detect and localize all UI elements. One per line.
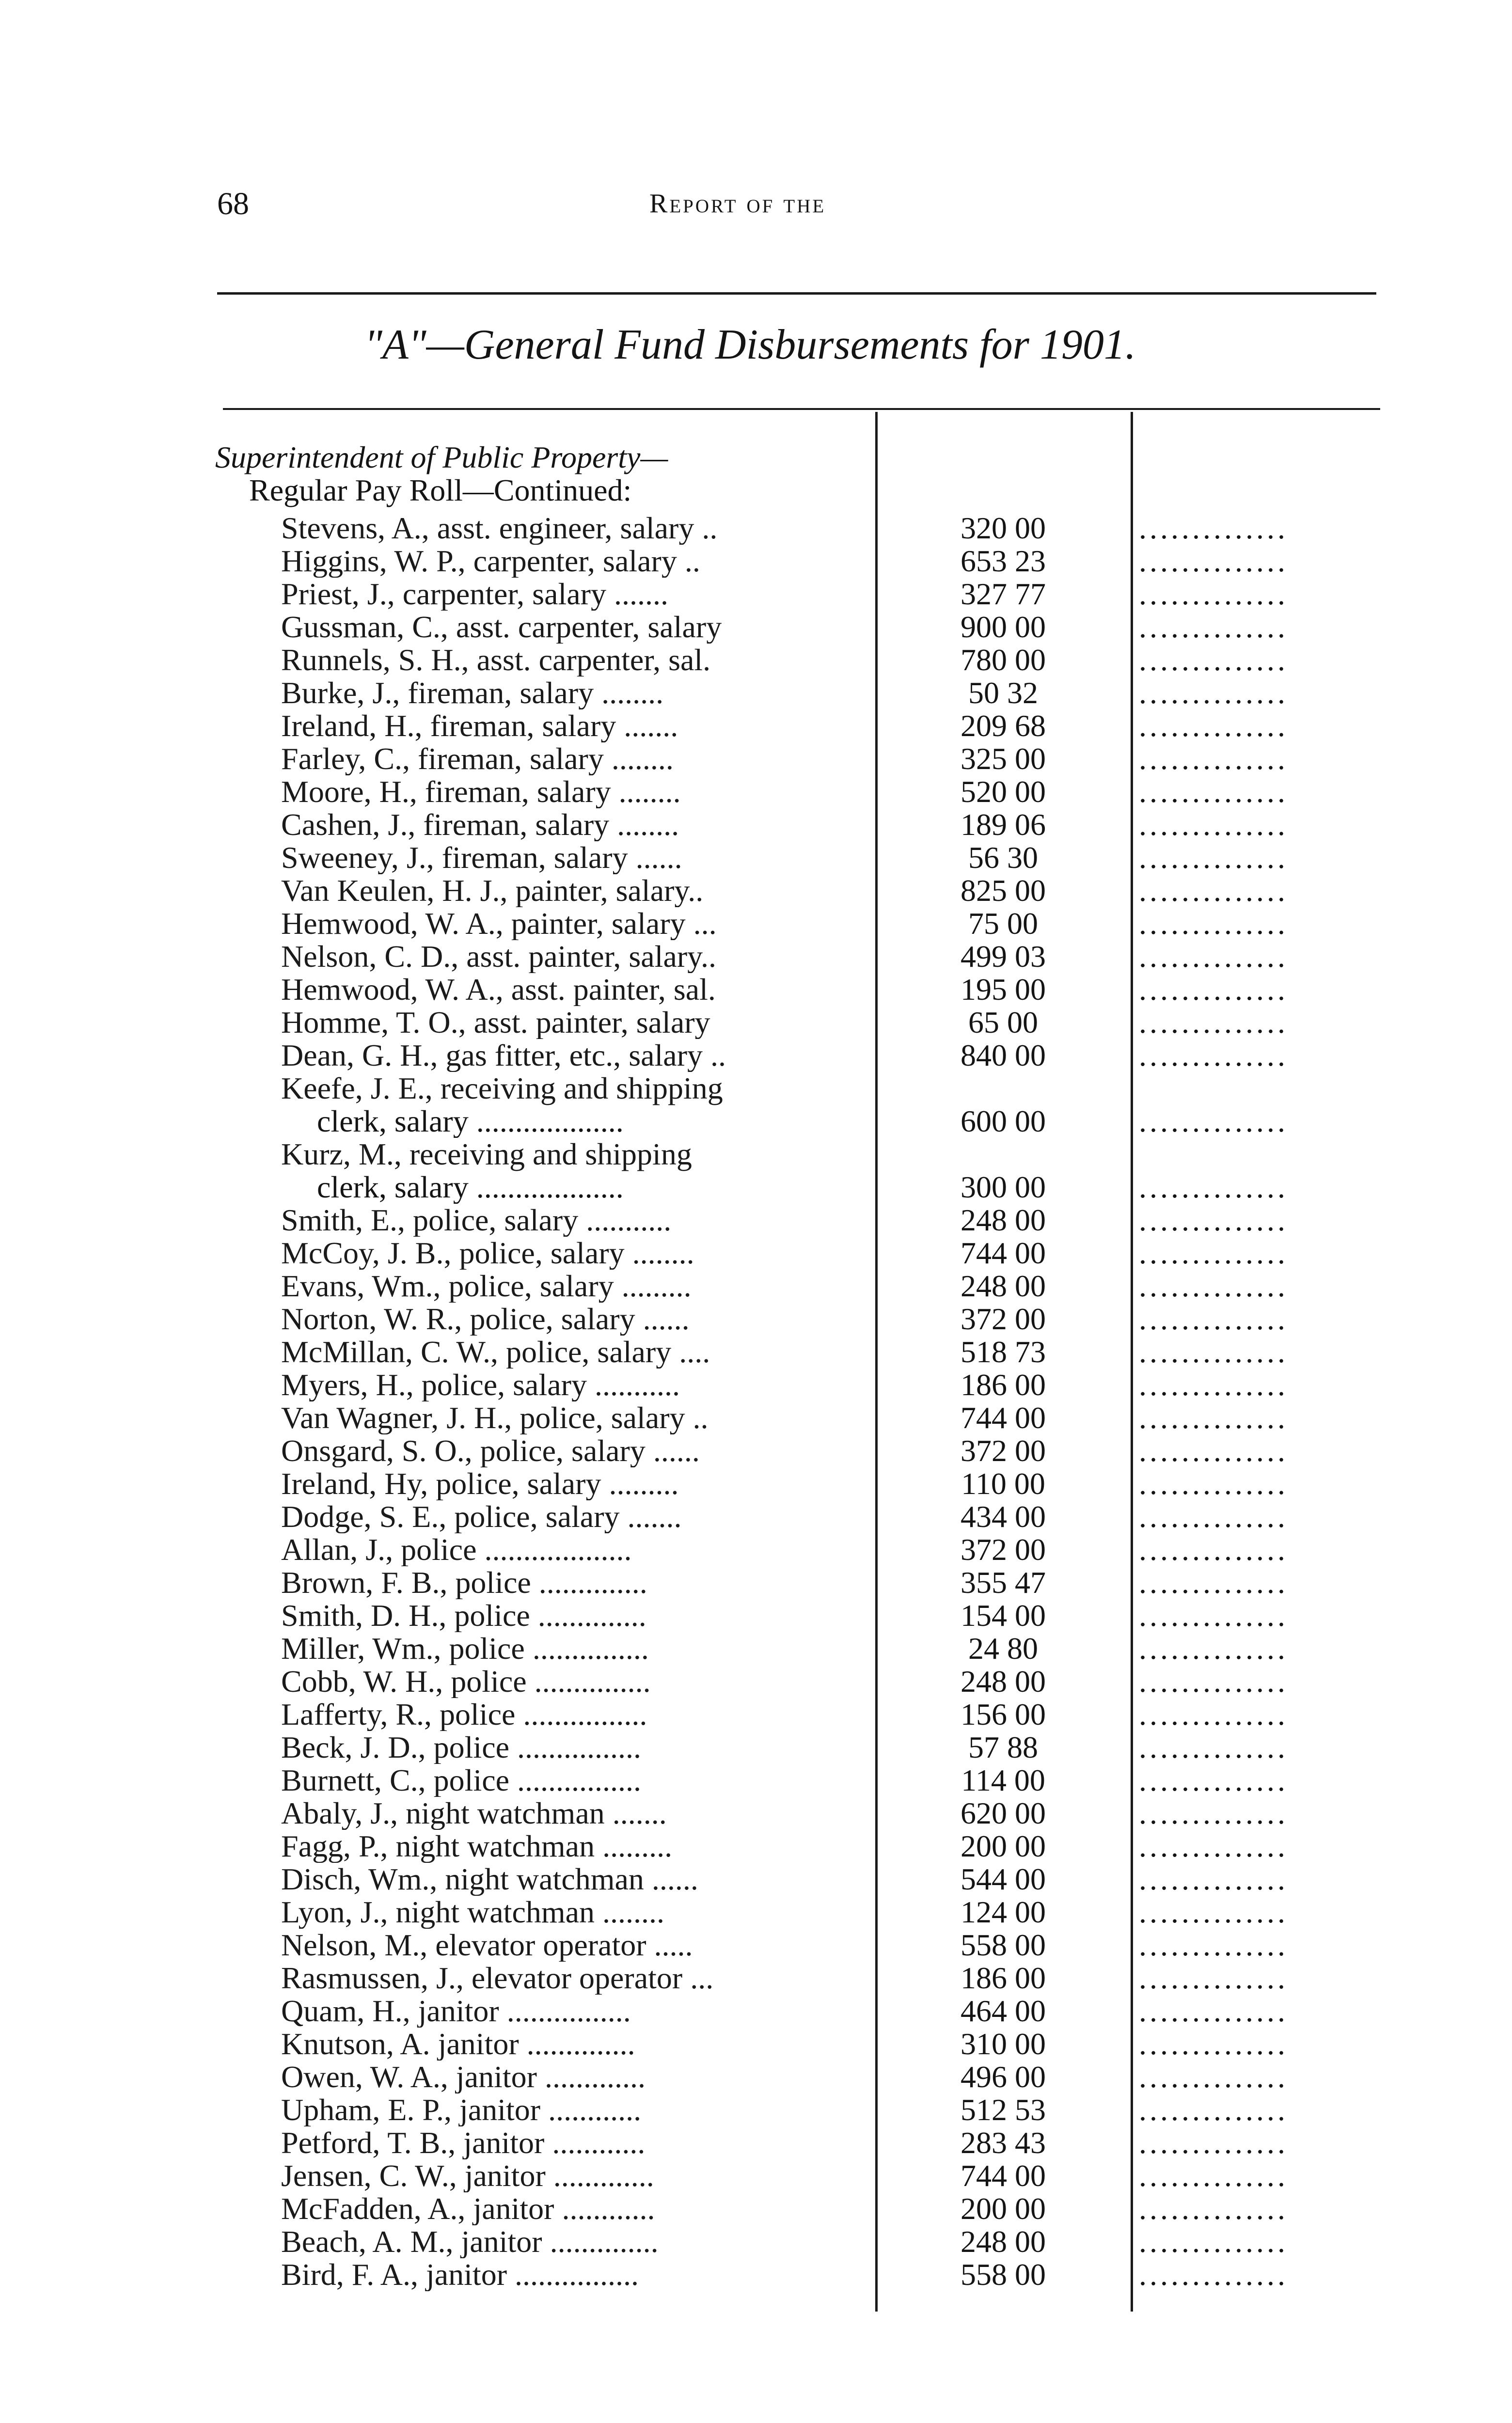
table-row (0, 1237, 1512, 1270)
table-row (0, 973, 1512, 1006)
payee-name (281, 1204, 871, 1237)
payee-name (281, 512, 871, 545)
payee-name (281, 1797, 871, 1830)
payee-name (281, 1599, 871, 1632)
table-row (0, 2061, 1512, 2093)
payee-name-text: Farley, C., fireman, salary ........ (281, 742, 674, 775)
payee-name-text: Dean, G. H., gas fitter, etc., salary .. (281, 1039, 726, 1072)
amount-cell: 65 00 (968, 1005, 1038, 1039)
table-row (0, 1962, 1512, 1995)
leader-dots: .............. (1139, 1929, 1288, 1962)
payee-name-text: Disch, Wm., night watchman ...... (281, 1863, 698, 1896)
leader-dots: .............. (1139, 1303, 1288, 1336)
amount-cell: 50 32 (968, 676, 1038, 710)
leader-dots: .............. (1139, 1105, 1288, 1138)
table-row (0, 1039, 1512, 1072)
payee-name-text: Myers, H., police, salary ........... (281, 1369, 680, 1401)
table-row (0, 677, 1512, 709)
leader-dots: .............. (1139, 841, 1288, 874)
payee-name (281, 1138, 871, 1204)
amount-cell: 327 77 (961, 577, 1046, 611)
amount-cell: 300 00 (961, 1170, 1046, 1204)
payee-name (281, 808, 871, 841)
amount-cell: 744 00 (961, 2158, 1046, 2193)
payee-name (281, 1533, 871, 1566)
payee-name (281, 1401, 871, 1434)
payee-name (281, 2093, 871, 2126)
leader-dots: .............. (1139, 1863, 1288, 1896)
payee-name-continuation: clerk, salary ................... (317, 1104, 624, 1138)
payee-name-text: McFadden, A., janitor ............ (281, 2192, 655, 2225)
payee-name-text: Rasmussen, J., elevator operator ... (281, 1962, 714, 1995)
payee-name (281, 545, 871, 578)
leader-dots: .............. (1139, 940, 1288, 973)
leader-dots: .............. (1139, 512, 1288, 545)
amount-cell: 653 23 (961, 544, 1046, 578)
leader-dots: .............. (1139, 1698, 1288, 1731)
payee-name (281, 1863, 871, 1896)
amount-cell: 110 00 (961, 1466, 1045, 1501)
payee-name-text: Beck, J. D., police ................ (281, 1731, 641, 1764)
leader-dots: .............. (1139, 1434, 1288, 1467)
payee-name (281, 677, 871, 709)
amount-cell: 186 00 (961, 1961, 1046, 1995)
payee-name (281, 1830, 871, 1863)
leader-dots: .............. (1139, 2225, 1288, 2258)
amount-cell: 512 53 (961, 2093, 1046, 2127)
amount-cell: 900 00 (961, 610, 1046, 644)
title-rule (223, 408, 1380, 410)
amount-cell: 209 68 (961, 708, 1046, 743)
payee-name-text: Upham, E. P., janitor ............ (281, 2093, 642, 2126)
leader-dots: .............. (1139, 1599, 1288, 1632)
table-row (0, 1204, 1512, 1237)
payee-name (281, 2192, 871, 2225)
table-row (0, 1566, 1512, 1599)
leader-dots: .............. (1139, 1467, 1288, 1500)
leader-dots: .............. (1139, 1764, 1288, 1797)
amount-cell: 189 06 (961, 807, 1046, 842)
leader-dots: .............. (1139, 709, 1288, 742)
table-row (0, 1500, 1512, 1533)
payee-name-text: Higgins, W. P., carpenter, salary .. (281, 545, 700, 578)
table-row (0, 940, 1512, 973)
leader-dots: .............. (1139, 1500, 1288, 1533)
payee-name-text: Norton, W. R., police, salary ...... (281, 1303, 690, 1336)
amount-cell: 248 00 (961, 1269, 1046, 1303)
leader-dots: .............. (1139, 1237, 1288, 1270)
leader-dots: .............. (1139, 2028, 1288, 2061)
table-row (0, 2192, 1512, 2225)
leader-dots: .............. (1139, 874, 1288, 907)
payee-name (281, 1698, 871, 1731)
amount-cell: 57 88 (968, 1730, 1038, 1764)
payee-name-text: Cobb, W. H., police ............... (281, 1665, 651, 1698)
payee-name-text: Dodge, S. E., police, salary ....... (281, 1500, 682, 1533)
payee-name (281, 841, 871, 874)
payee-name (281, 644, 871, 677)
payee-name (281, 709, 871, 742)
payee-name-text: Lyon, J., night watchman ........ (281, 1896, 665, 1929)
amount-cell: 195 00 (961, 972, 1046, 1007)
leader-dots: .............. (1139, 1533, 1288, 1566)
amount-cell: 558 00 (961, 1928, 1046, 1962)
table-row (0, 808, 1512, 841)
payee-name (281, 1896, 871, 1929)
table-row (0, 1896, 1512, 1929)
amount-cell: 75 00 (968, 906, 1038, 941)
table-row (0, 1533, 1512, 1566)
payee-name-text: McMillan, C. W., police, salary .... (281, 1336, 710, 1369)
section-heading: Superintendent of Public Property— (215, 440, 668, 474)
table-row (0, 1401, 1512, 1434)
table-row (0, 841, 1512, 874)
table-row (0, 1929, 1512, 1962)
leader-dots: .............. (1139, 907, 1288, 940)
running-head: Report of the (649, 189, 826, 219)
leader-dots: .............. (1139, 1039, 1288, 1072)
amount-cell: 464 00 (961, 1994, 1046, 2028)
table-row (0, 512, 1512, 545)
leader-dots: .............. (1139, 2061, 1288, 2093)
payee-name (281, 907, 871, 940)
payee-name (281, 973, 871, 1006)
payee-name-text: Smith, E., police, salary ........... (281, 1204, 672, 1237)
leader-dots: .............. (1139, 1797, 1288, 1830)
leader-dots: .............. (1139, 1006, 1288, 1039)
payee-name (281, 1632, 871, 1665)
leader-dots: .............. (1139, 644, 1288, 677)
payee-name (281, 1303, 871, 1336)
payee-name (281, 1336, 871, 1369)
payee-name-text: Van Keulen, H. J., painter, salary.. (281, 874, 704, 907)
payee-name-text: Van Wagner, J. H., police, salary .. (281, 1401, 709, 1434)
payee-name-text: Quam, H., janitor ................ (281, 1995, 631, 2028)
table-title: "A"—General Fund Disbursements for 1901. (364, 321, 1136, 368)
payee-name (281, 2126, 871, 2159)
payee-name (281, 1467, 871, 1500)
leader-dots: .............. (1139, 1171, 1288, 1204)
amount-cell: 325 00 (961, 741, 1046, 776)
leader-dots: .............. (1139, 775, 1288, 808)
amount-cell: 434 00 (961, 1499, 1046, 1534)
payee-name (281, 2028, 871, 2061)
amount-cell: 310 00 (961, 2027, 1046, 2061)
payee-name (281, 1039, 871, 1072)
table-row (0, 874, 1512, 907)
amount-cell: 520 00 (961, 774, 1046, 809)
table-row (0, 1270, 1512, 1303)
table-row (0, 545, 1512, 578)
subsection-heading: Regular Pay Roll—Continued: (249, 473, 632, 507)
payee-name (281, 1665, 871, 1698)
table-row (0, 578, 1512, 611)
payee-name (281, 1962, 871, 1995)
payee-name (281, 1270, 871, 1303)
payee-name-text: Stevens, A., asst. engineer, salary .. (281, 512, 718, 545)
top-rule (217, 292, 1376, 295)
table-row (0, 1467, 1512, 1500)
table-row (0, 2225, 1512, 2258)
table-row (0, 1698, 1512, 1731)
table-row (0, 1830, 1512, 1863)
payee-name-text: Burnett, C., police ................ (281, 1764, 642, 1797)
payee-name (281, 2225, 871, 2258)
payee-name-text: Ireland, H., fireman, salary ....... (281, 709, 678, 742)
payee-name-text: Kurz, M., receiving and shipping (281, 1138, 692, 1171)
amount-cell: 840 00 (961, 1038, 1046, 1072)
page-number: 68 (217, 186, 249, 221)
payee-name-text: Burke, J., fireman, salary ........ (281, 677, 664, 709)
leader-dots: .............. (1139, 1336, 1288, 1369)
table-row (0, 1995, 1512, 2028)
payee-name (281, 1237, 871, 1270)
payee-name-text: Smith, D. H., police .............. (281, 1599, 646, 1632)
payee-name (281, 2061, 871, 2093)
leader-dots: .............. (1139, 1204, 1288, 1237)
payee-name-text: Brown, F. B., police .............. (281, 1566, 647, 1599)
payee-name (281, 1072, 871, 1138)
leader-dots: .............. (1139, 578, 1288, 611)
table-row (0, 1863, 1512, 1896)
payee-name-text: Fagg, P., night watchman ......... (281, 1830, 673, 1863)
payee-name (281, 940, 871, 973)
leader-dots: .............. (1139, 808, 1288, 841)
leader-dots: .............. (1139, 2093, 1288, 2126)
payee-name-text: Bird, F. A., janitor ................ (281, 2258, 639, 2291)
payee-name (281, 1566, 871, 1599)
amount-cell: 283 43 (961, 2125, 1046, 2160)
table-row (0, 2258, 1512, 2291)
payee-name (281, 1929, 871, 1962)
table-row (0, 742, 1512, 775)
table-row (0, 1138, 1512, 1204)
leader-dots: .............. (1139, 1270, 1288, 1303)
leader-dots: .............. (1139, 1665, 1288, 1698)
leader-dots: .............. (1139, 2192, 1288, 2225)
amount-cell: 620 00 (961, 1796, 1046, 1830)
payee-name (281, 1006, 871, 1039)
leader-dots: .............. (1139, 973, 1288, 1006)
amount-cell: 372 00 (961, 1433, 1046, 1468)
leader-dots: .............. (1139, 2159, 1288, 2192)
payee-name-text: Lafferty, R., police ................ (281, 1698, 647, 1731)
table-row (0, 644, 1512, 677)
payee-name-text: Priest, J., carpenter, salary ....... (281, 578, 668, 611)
payee-name (281, 1500, 871, 1533)
amount-cell: 355 47 (961, 1565, 1046, 1600)
table-row (0, 1006, 1512, 1039)
payee-name (281, 1369, 871, 1401)
table-row (0, 775, 1512, 808)
table-row (0, 1336, 1512, 1369)
amount-cell: 558 00 (961, 2257, 1046, 2292)
payee-name (281, 2159, 871, 2192)
leader-dots: .............. (1139, 742, 1288, 775)
table-row (0, 1665, 1512, 1698)
table-row (0, 2126, 1512, 2159)
payee-name-text: Evans, Wm., police, salary ......... (281, 1270, 692, 1303)
amount-cell: 518 73 (961, 1335, 1046, 1369)
amount-cell: 154 00 (961, 1598, 1046, 1633)
table-row (0, 1434, 1512, 1467)
amount-cell: 156 00 (961, 1697, 1046, 1731)
table-row (0, 2028, 1512, 2061)
table-row (0, 2159, 1512, 2192)
amount-cell: 496 00 (961, 2060, 1046, 2094)
leader-dots: .............. (1139, 1369, 1288, 1401)
payee-name (281, 1434, 871, 1467)
amount-cell: 248 00 (961, 2224, 1046, 2259)
payee-name-text: Nelson, M., elevator operator ..... (281, 1929, 693, 1962)
payee-name-text: Homme, T. O., asst. painter, salary (281, 1006, 710, 1039)
payee-name-text: Allan, J., police ................... (281, 1533, 632, 1566)
amount-cell: 499 03 (961, 939, 1046, 974)
payee-name-text: Cashen, J., fireman, salary ........ (281, 808, 679, 841)
amount-cell: 744 00 (961, 1236, 1046, 1270)
table-row (0, 1072, 1512, 1138)
payee-name-text: Keefe, J. E., receiving and shipping (281, 1072, 723, 1105)
payee-name-text: Jensen, C. W., janitor ............. (281, 2159, 654, 2192)
payee-name-text: Beach, A. M., janitor .............. (281, 2225, 659, 2258)
amount-cell: 744 00 (961, 1400, 1046, 1435)
table-row (0, 2093, 1512, 2126)
payee-name-text: McCoy, J. B., police, salary ........ (281, 1237, 694, 1270)
amount-cell: 544 00 (961, 1862, 1046, 1896)
payee-name-text: Nelson, C. D., asst. painter, salary.. (281, 940, 716, 973)
leader-dots: .............. (1139, 1566, 1288, 1599)
payee-name (281, 1995, 871, 2028)
leader-dots: .............. (1139, 1401, 1288, 1434)
payee-name (281, 611, 871, 644)
payee-name-text: Onsgard, S. O., police, salary ...... (281, 1434, 700, 1467)
payee-name (281, 578, 871, 611)
amount-cell: 372 00 (961, 1302, 1046, 1336)
amount-cell: 124 00 (961, 1895, 1046, 1929)
payee-name-text: Knutson, A. janitor .............. (281, 2028, 635, 2061)
table-row (0, 1632, 1512, 1665)
table-row (0, 709, 1512, 742)
payee-name-text: Hemwood, W. A., painter, salary ... (281, 907, 717, 940)
amount-cell: 186 00 (961, 1368, 1046, 1402)
payee-name (281, 1731, 871, 1764)
payee-name-text: Abaly, J., night watchman ....... (281, 1797, 667, 1830)
payee-name-text: Hemwood, W. A., asst. painter, sal. (281, 973, 716, 1006)
table-row (0, 1797, 1512, 1830)
leader-dots: .............. (1139, 545, 1288, 578)
leader-dots: .............. (1139, 1830, 1288, 1863)
payee-name-text: Miller, Wm., police ............... (281, 1632, 649, 1665)
payee-name-text: Ireland, Hy, police, salary ......... (281, 1467, 679, 1500)
table-row (0, 1599, 1512, 1632)
table-row (0, 907, 1512, 940)
payee-name-text: Sweeney, J., fireman, salary ...... (281, 841, 682, 874)
payee-name-text: Moore, H., fireman, salary ........ (281, 775, 681, 808)
table-row (0, 1731, 1512, 1764)
payee-name-text: Owen, W. A., janitor ............. (281, 2061, 646, 2093)
amount-cell: 200 00 (961, 1829, 1046, 1863)
leader-dots: .............. (1139, 2258, 1288, 2291)
amount-cell: 200 00 (961, 2191, 1046, 2226)
table-row (0, 1369, 1512, 1401)
payee-name (281, 2258, 871, 2291)
payee-name-text: Petford, T. B., janitor ............ (281, 2126, 646, 2159)
amount-cell: 320 00 (961, 511, 1046, 545)
table-row (0, 611, 1512, 644)
leader-dots: .............. (1139, 1962, 1288, 1995)
leader-dots: .............. (1139, 611, 1288, 644)
payee-name (281, 775, 871, 808)
payee-name-text: Runnels, S. H., asst. carpenter, sal. (281, 644, 711, 677)
leader-dots: .............. (1139, 1632, 1288, 1665)
amount-cell: 114 00 (961, 1763, 1045, 1797)
table-row (0, 1764, 1512, 1797)
amount-cell: 24 80 (968, 1631, 1038, 1666)
leader-dots: .............. (1139, 1731, 1288, 1764)
amount-cell: 372 00 (961, 1532, 1046, 1567)
payee-name-continuation: clerk, salary ................... (317, 1170, 624, 1204)
leader-dots: .............. (1139, 677, 1288, 709)
table-row (0, 1303, 1512, 1336)
payee-name (281, 1764, 871, 1797)
leader-dots: .............. (1139, 1995, 1288, 2028)
leader-dots: .............. (1139, 1896, 1288, 1929)
amount-cell: 600 00 (961, 1104, 1046, 1138)
payee-name-text: Gussman, C., asst. carpenter, salary (281, 611, 722, 644)
amount-cell: 248 00 (961, 1664, 1046, 1699)
payee-name (281, 874, 871, 907)
amount-cell: 780 00 (961, 643, 1046, 677)
leader-dots: .............. (1139, 2126, 1288, 2159)
amount-cell: 248 00 (961, 1203, 1046, 1237)
payee-name (281, 742, 871, 775)
amount-cell: 56 30 (968, 840, 1038, 875)
amount-cell: 825 00 (961, 873, 1046, 908)
disbursement-entries (0, 512, 1512, 2291)
